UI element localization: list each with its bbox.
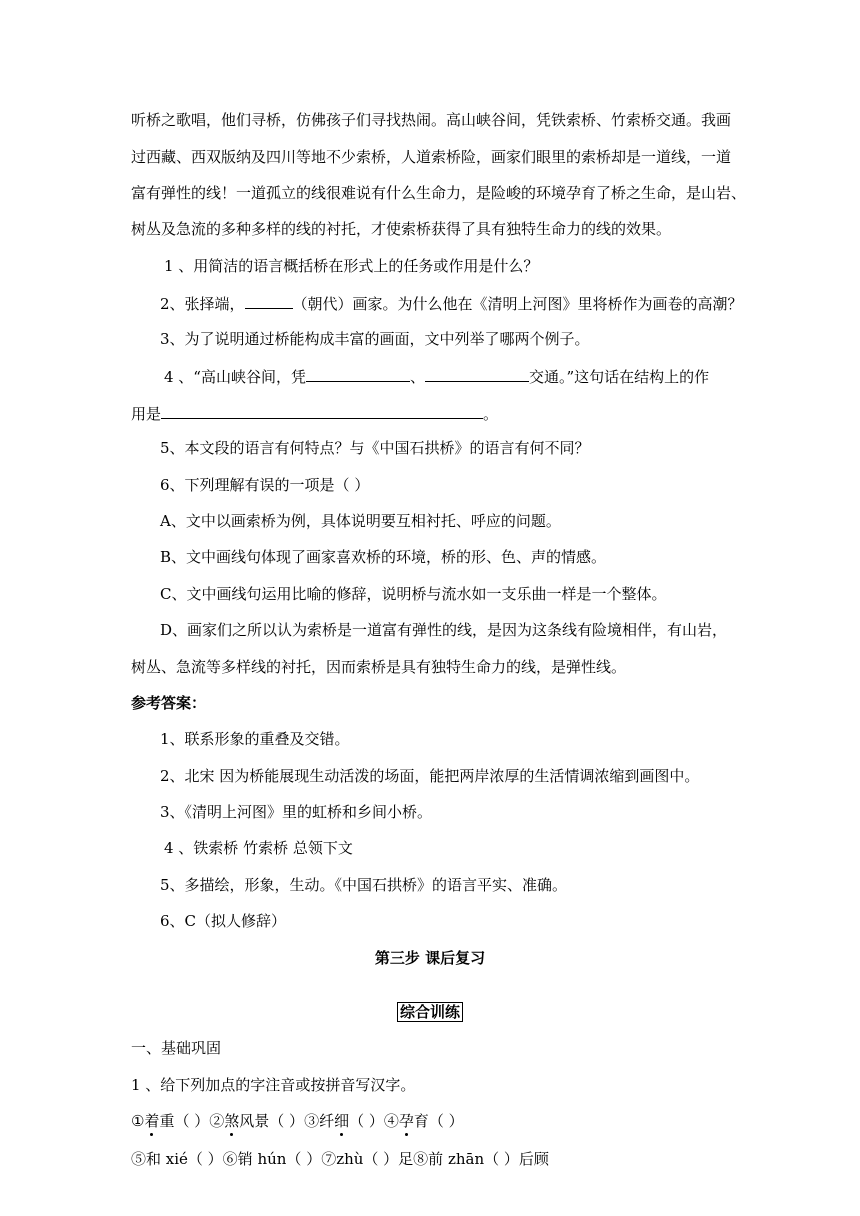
question-4-line2-suffix: 。 [483,405,499,423]
question-2 [160,292,743,314]
passage-line-4: 树丛及急流的多种多样的线的衬托，才使索桥获得了具有独特生命力的线的效果。 [131,220,672,238]
option-a: A、文中以画索桥为例，具体说明要互相衬托、呼应的问题。 [160,512,561,530]
answer-6: 6、C（拟人修辞） [160,912,287,930]
question-4-suffix: 交通。”这句话在结构上的作 [529,368,710,386]
question-5: 5、本文段的语言有何特点？与《中国石拱桥》的语言有何不同？ [160,439,590,457]
boxed-title-wrap [0,1002,860,1022]
dotted-char: 煞 [224,1112,240,1130]
item-marker: ③纤 [304,1112,335,1130]
question-2-suffix: （朝代）画家。为什么他在《清明上河图》里将桥作为画卷的高潮？ [292,295,743,313]
passage-line-3: 富有弹性的线！一道孤立的线很难说有什么生命力，是险峻的环境孕育了桥之生命，是山岩、 [131,184,747,202]
answer-4: 4 、铁索桥 竹索桥 总领下文 [164,839,353,857]
option-c: C、文中画线句运用比喻的修辞，说明桥与流水如一支乐曲一样是一个整体。 [160,585,667,603]
fill-blank [425,365,529,382]
item-text: 重（ ） [159,1112,210,1130]
option-d-line-1: D、画家们之所以认为索桥是一道富有弹性的线，是因为这条线有险境相伴，有山岩， [160,621,728,639]
item-marker: ④ [383,1112,399,1130]
question-4 [164,365,709,387]
fill-blank [245,292,293,309]
exercise-1-prompt: 1 、给下列加点的字注音或按拼音写汉字。 [131,1076,416,1094]
question-4-separator: 、 [409,368,425,386]
question-4-line2-prefix: 用是 [131,405,162,423]
answer-5: 5、多描绘，形象，生动。《中国石拱桥》的语言平实、准确。 [160,876,568,894]
dotted-char: 孕 [398,1112,414,1130]
dotted-char: 着 [144,1112,160,1130]
passage-line-1: 听桥之歌唱，他们寻桥，仿佛孩子们寻找热闹。高山峡谷间，凭铁索桥、竹索桥交通。我画 [131,111,732,129]
option-d-line-2: 树丛、急流等多样线的衬托，因而索桥是具有独特生命力的线，是弹性线。 [131,658,627,676]
item-marker: ② [209,1112,225,1130]
answer-3: 3、《清明上河图》里的虹桥和乡间小桥。 [160,803,433,821]
question-6: 6、下列理解有误的一项是（ ） [160,476,370,494]
item-text: 育（ ） [413,1112,464,1130]
item-text: （ ） [349,1112,384,1130]
question-4-prefix: 4 、“高山峡谷间，凭 [164,368,306,386]
question-4-line-2 [131,402,498,424]
item-marker: ① [131,1112,145,1130]
item-text: 风景（ ） [239,1112,305,1130]
exercise-row-2: ⑤和 xié（ ）⑥销 hún（ ）⑦zhù（ ）足⑧前 zhān（ ）后顾 [131,1150,549,1168]
part-1-heading: 一、基础巩固 [131,1039,222,1057]
exercise-row-1 [131,1111,464,1131]
fill-blank [306,365,410,382]
fill-blank [161,402,483,419]
answer-1: 1、联系形象的重叠及交错。 [160,730,350,748]
answers-heading: 参考答案： [131,694,207,712]
passage-line-2: 过西藏、西双版纳及四川等地不少索桥，人道索桥险，画家们眼里的索桥却是一道线，一道 [131,148,732,166]
question-3: 3、为了说明通过桥能构成丰富的画面，文中列举了哪两个例子。 [160,330,590,348]
dotted-char: 细 [334,1112,350,1130]
question-1: 1 、用简洁的语言概括桥在形式上的任务或作用是什么？ [164,257,539,275]
boxed-title: 综合训练 [397,1002,463,1022]
section-title: 第三步 课后复习 [374,949,486,967]
answer-2: 2、北宋 因为桥能展现生动活泼的场面，能把两岸浓厚的生活情调浓缩到画图中。 [160,767,700,785]
question-2-prefix: 2、张择端， [160,295,245,313]
option-b: B、文中画线句体现了画家喜欢桥的环境，桥的形、色、声的情感。 [160,548,607,566]
